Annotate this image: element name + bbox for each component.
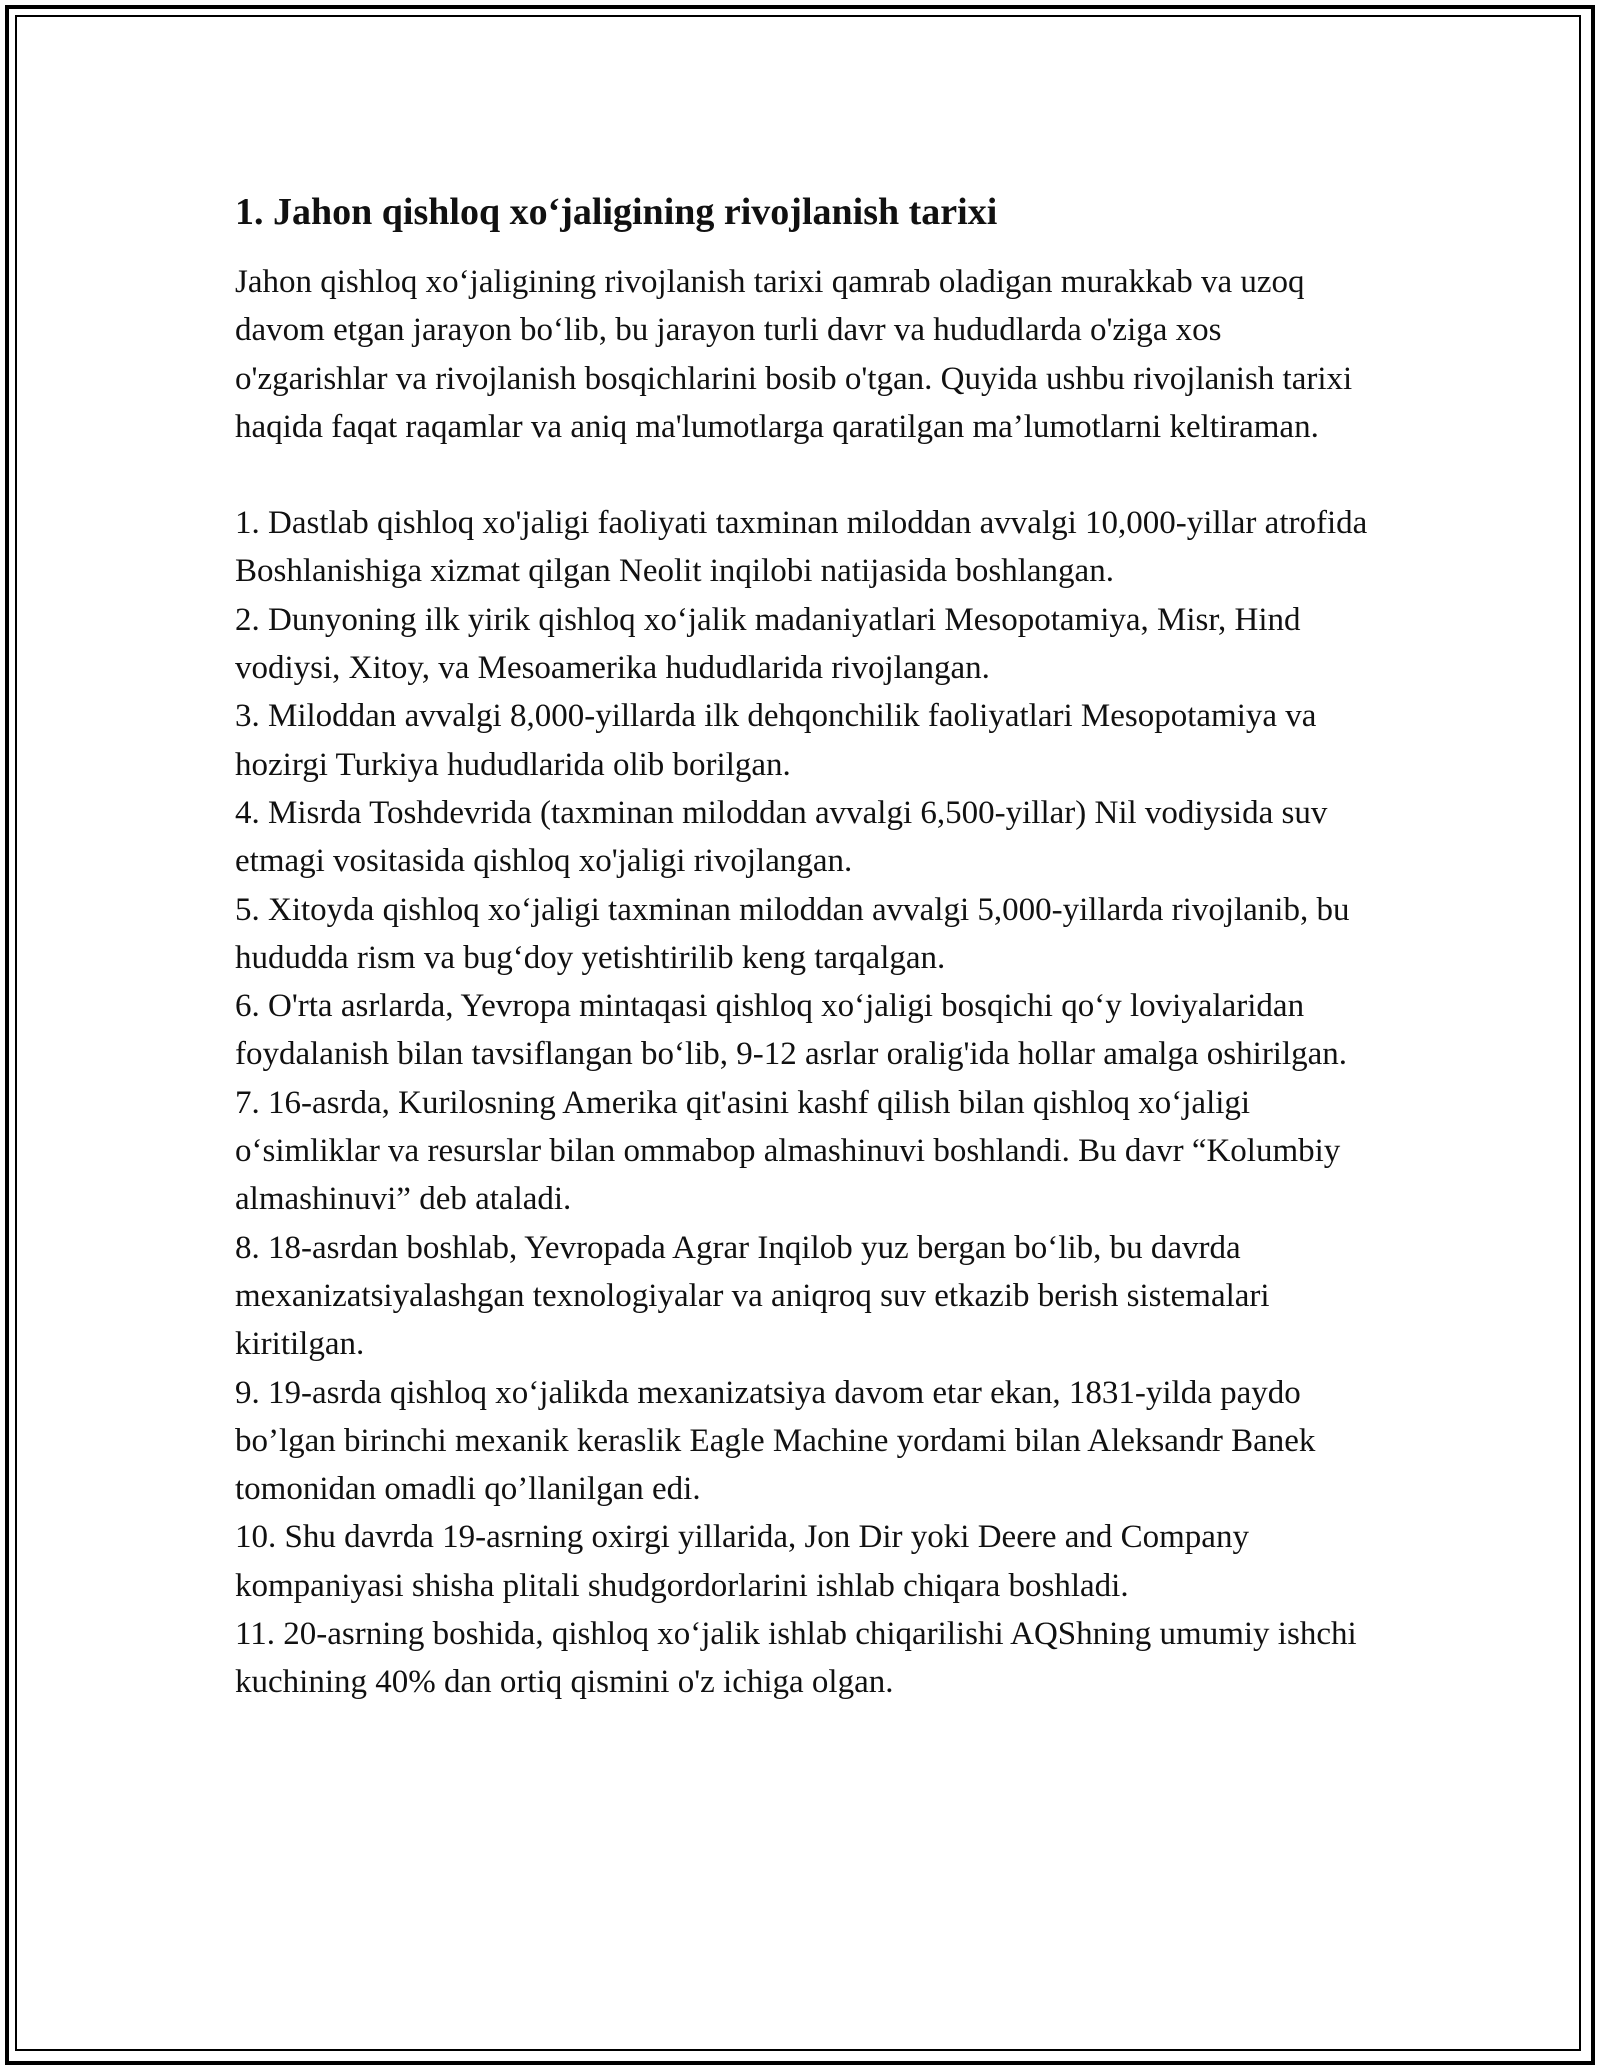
- list-item: 10. Shu davrda 19-asrning oxirgi yillarida, Jon Dir yoki Deere and Company kompaniyasi shisha plitali shudgordorlarini ishlab chiqara boshladi.: [235, 1519, 1249, 1604]
- section-heading: 1. Jahon qishloq xo‘jaligining rivojlanish tarixi: [235, 191, 998, 233]
- list-item: 4. Misrda Toshdevrida (taxminan miloddan avvalgi 6,500-yillar) Nil vodiysida suv etmagi vositasida qishloq xo'jaligi rivojlangan.: [235, 794, 1328, 880]
- list-item: 8. 18-asrdan boshlab, Yevropada Agrar Inqilob yuz bergan bo‘lib, bu davrda mexanizatsiyalashgan texnologiyalar va aniqroq suv etkazib berish sistemalari kiritilgan.: [235, 1229, 1270, 1363]
- list-item: 1. Dastlab qishloq xo'jaligi faoliyati taxminan miloddan avvalgi 10,000-yillar atrofida Boshlanishiga xizmat qilgan Neolit inqilobi natijasida boshlangan.: [235, 505, 1368, 590]
- intro-paragraph: Jahon qishloq xo‘jaligining rivojlanish tarixi qamrab oladigan murakkab va uzoq davom etgan jarayon bo‘lib, bu jarayon turli davr va hududlarda o'ziga xos o'zgarishlar va rivojlanish bosqichlarini bosib o'tgan. Quyida ushbu rivojlanish tarixi haqida faqat raqamlar va aniq ma'lumotlarga qaratilgan ma’lumotlarni keltiraman.: [235, 264, 1353, 445]
- list-item: 2. Dunyoning ilk yirik qishloq xo‘jalik madaniyatlari Mesopotamiya, Misr, Hind vodiysi, Xitoy, va Mesoamerika hududlarida rivojlangan.: [235, 601, 1301, 687]
- facts-list: [235, 499, 1370, 1706]
- document-body: [235, 188, 1370, 1707]
- list-item: 7. 16-asrda, Kurilosning Amerika qit'asini kashf qilish bilan qishloq xo‘jaligi o‘simliklar va resurslar bilan ommabop almashinuvi boshlandi. Bu davr “Kolumbiy almashinuvi” deb ataladi.: [235, 1084, 1341, 1218]
- list-item: 3. Miloddan avvalgi 8,000-yillarda ilk dehqonchilik faoliyatlari Mesopotamiya va hozirgi Turkiya hududlarida olib borilgan.: [235, 698, 1317, 783]
- list-item: 11. 20-asrning boshida, qishloq xo‘jalik ishlab chiqarilishi AQShning umumiy ishchi kuchining 40% dan ortiq qismini o'z ichiga olgan.: [235, 1616, 1357, 1701]
- list-item: 9. 19-asrda qishloq xo‘jalikda mexanizatsiya davom etar ekan, 1831-yilda paydo bo’lgan birinchi mexanik keraslik Eagle Machine yordami bilan Aleksandr Banek tomonidan omadli qo’llanilgan edi.: [235, 1374, 1316, 1508]
- list-item: 6. O'rta asrlarda, Yevropa mintaqasi qishloq xo‘jaligi bosqichi qo‘y loviyalaridan foydalanish bilan tavsiflangan bo‘lib, 9-12 asrlar oralig'ida hollar amalga oshirilgan.: [235, 988, 1348, 1073]
- list-item: 5. Xitoyda qishloq xo‘jaligi taxminan miloddan avvalgi 5,000-yillarda rivojlanib, bu hududda rism va bug‘doy yetishtirilib keng tarqalgan.: [235, 891, 1350, 976]
